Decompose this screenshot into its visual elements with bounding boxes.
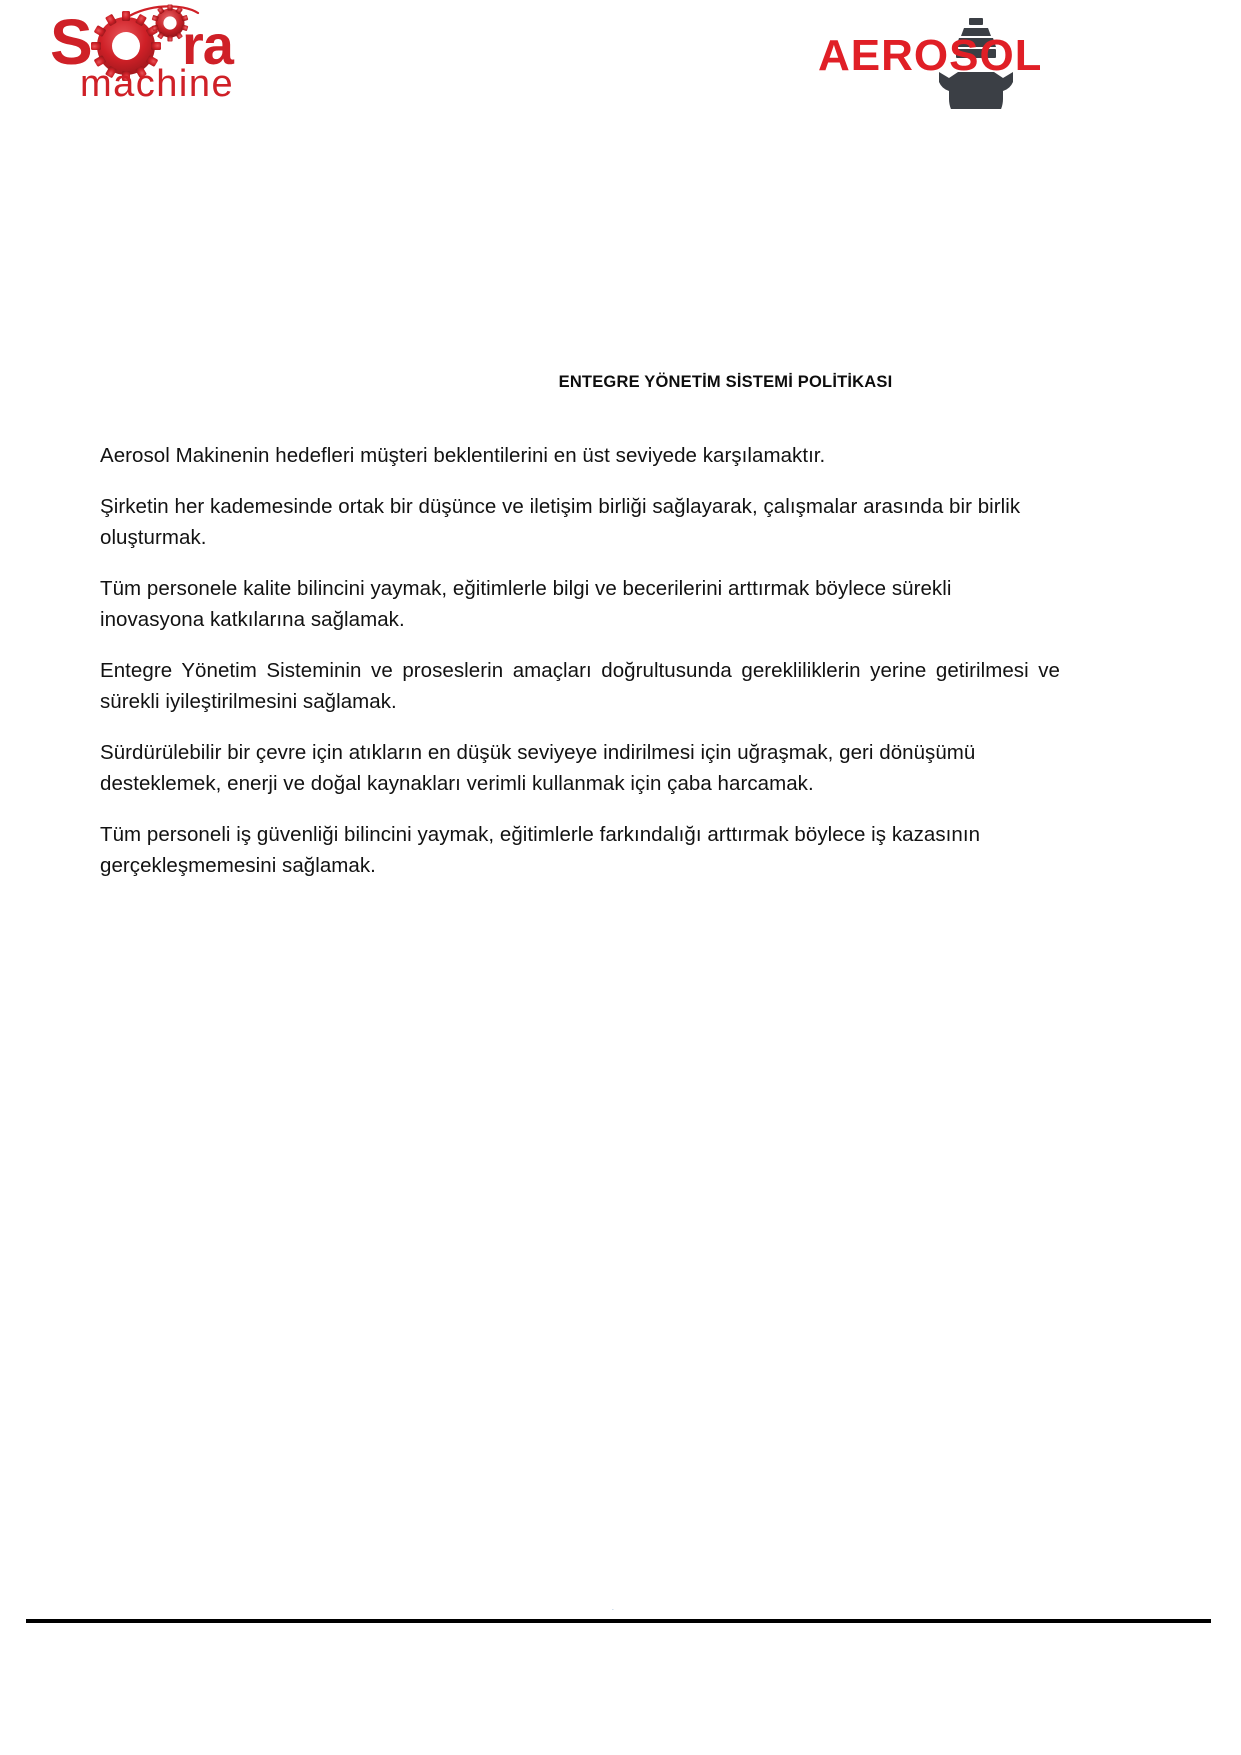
page-header [0,0,1241,120]
machine-wordmark: machine [80,63,235,102]
policy-paragraph: Tüm personele kalite bilincini yaymak, eğitimlerle bilgi ve becerilerini arttırmak böylece sürekli inovasyona katkılarına sağlamak. [100,577,952,631]
footer-mark: - [612,1608,614,1612]
policy-paragraph: Tüm personeli iş güvenliği bilincini yaymak, eğitimlerle farkındalığı arttırmak böylece iş kazasının gerçekleşmemesini sağlamak. [100,823,981,877]
sora-wordmark-ra: ra [182,13,233,76]
policy-paragraph: Aerosol Makinenin hedefleri müşteri beklentilerini en üst seviyede karşılamaktır. [100,444,826,467]
sora-wordmark-s: S [50,6,93,78]
policy-paragraph: Entegre Yönetim Sisteminin ve proseslerin amaçları doğrultusunda gerekliliklerin yerine getirilmesi ve sürekli iyileştirilmesini sağlamak. [100,659,1060,713]
sora-machine-logo-svg [30,2,300,102]
footer-divider [26,1619,1211,1623]
document-body [100,440,1060,881]
policy-paragraph: Şirketin her kademesinde ortak bir düşünce ve iletişim birliği sağlayarak, çalışmalar arasında bir birlik oluşturmak. [100,495,1021,549]
aerosol-logo [800,4,1040,109]
policy-paragraph: Sürdürülebilir bir çevre için atıkların en düşük seviyeye indirilmesi için uğraşmak, geri dönüşümü desteklemek, enerji ve doğal kaynakları verimli kullanmak için çaba harcamak. [100,741,976,795]
page-title: ENTEGRE YÖNETİM SİSTEMİ POLİTİKASI [558,373,893,391]
aerosol-logo-svg [800,4,1040,109]
aerosol-wordmark: AEROSOL [818,31,1040,80]
sora-machine-logo [30,2,300,102]
